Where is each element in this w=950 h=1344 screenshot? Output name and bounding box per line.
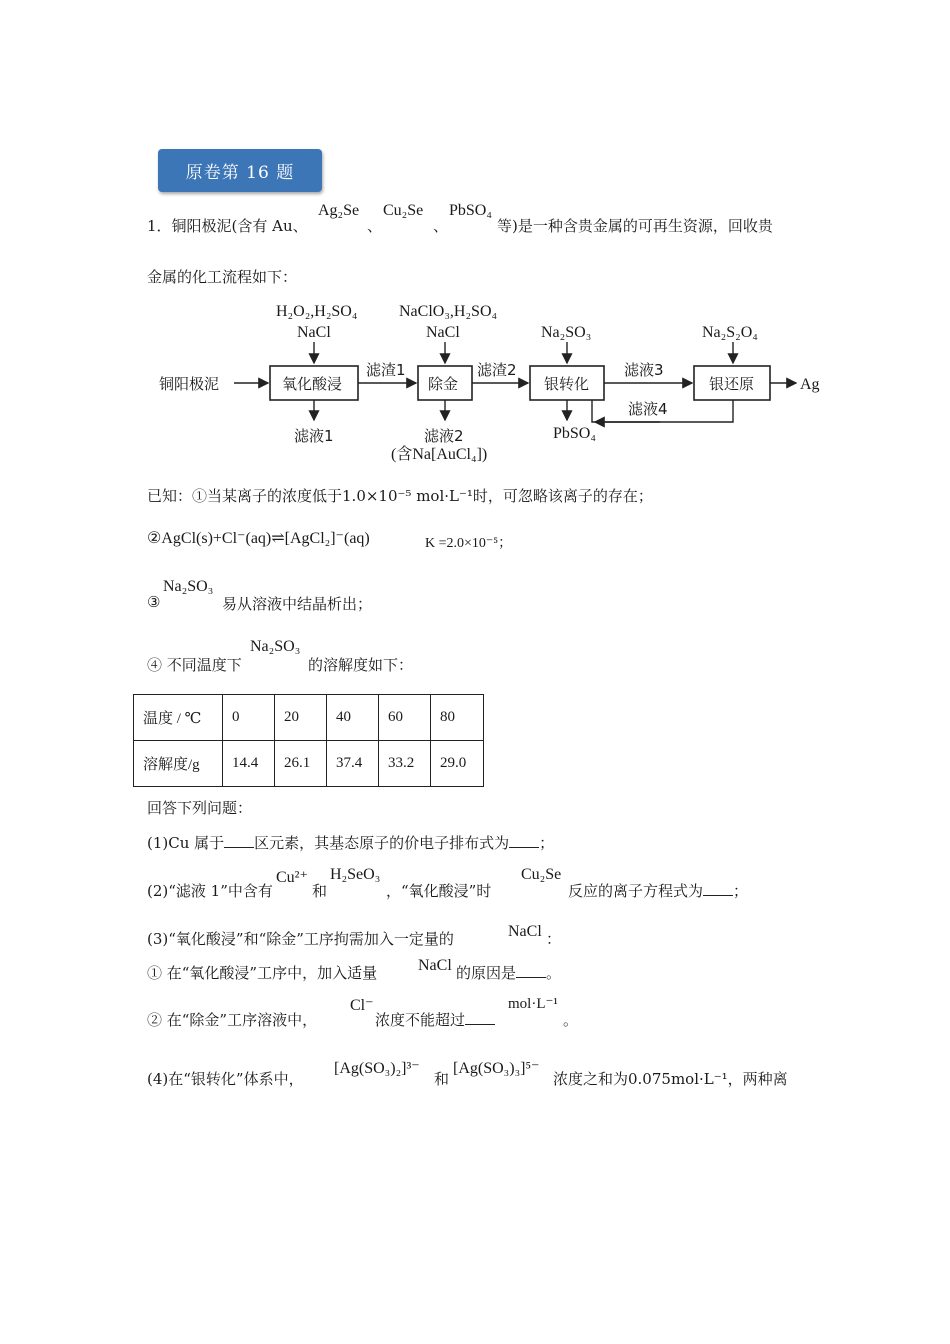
table-cell: 33.2 [379, 741, 431, 787]
q1-text-b: 区元素，其基态原子的价电子排布式为 [254, 834, 510, 852]
reagent4: Na₂S₂O₄ [702, 324, 758, 341]
table-cell: 80 [431, 695, 484, 741]
reagent2-a: NaClO₃,H₂SO₄ [399, 303, 498, 320]
table-row [134, 695, 484, 741]
flow-box-silver-conversion-label: 银转化 [544, 375, 590, 393]
flow-box-gold-removal-label: 除金 [428, 375, 459, 393]
q1-text-c: ； [539, 834, 555, 852]
reagent2-b: NaCl [426, 324, 460, 341]
table-cell: 40 [327, 695, 379, 741]
table-cell: 14.4 [223, 741, 275, 787]
answer-blank[interactable] [224, 833, 254, 848]
filtrate3-label: 滤液3 [624, 361, 664, 379]
residue1-label: 滤渣1 [366, 361, 406, 379]
reagent1-b: NaCl [297, 324, 331, 341]
formula-ag-so3-3: [Ag(SO₃)₃]⁵⁻ [453, 1060, 540, 1077]
formula-h2seo3: H₂SeO₃ [330, 866, 381, 883]
q1-intro-rest: 等)是一种含贵金属的可再生资源，回收贵 [497, 217, 773, 235]
pbso4-output: PbSO₄ [553, 425, 596, 442]
formula-cu2se: Cu₂Se [521, 866, 562, 883]
question-3-2-text-b [375, 1009, 495, 1030]
formula-ag2se: Ag₂Se [318, 202, 360, 219]
known-3-number: ③ [147, 593, 161, 611]
question-4-text-a: (4)在“银转化”体系中， [147, 1070, 304, 1088]
answer-blank[interactable] [465, 1010, 495, 1025]
questions-intro: 回答下列问题： [147, 799, 253, 817]
question-2-text-b: ，“氧化酸浸”时 [386, 882, 492, 900]
filtrate2-label: 滤液2 [424, 427, 464, 445]
question-3-2-period: 。 [563, 1011, 579, 1029]
filtrate4-label: 滤液4 [628, 400, 668, 418]
formula-na2so3: Na₂SO₃ [163, 578, 214, 595]
formula-ag-so3-2: [Ag(SO₃)₂]³⁻ [334, 1060, 420, 1077]
question-2-and: 和 [312, 882, 328, 900]
q2-text-c: 反应的离子方程式为 [568, 882, 704, 900]
q3-1-text-c: 。 [546, 964, 562, 982]
filtrate2-note: (含Na[AuCl₄]) [391, 446, 488, 463]
formula-cl-minus: Cl⁻ [350, 997, 374, 1014]
formula-nacl: NaCl [418, 957, 452, 974]
question-2-text-a: (2)“滤液 1”中含有 [147, 882, 273, 900]
question-3-text-a: (3)“氧化酸浸”和“除金”工序拘需加入一定量的 [147, 930, 454, 948]
flow-start-label: 铜阳极泥 [159, 375, 220, 393]
process-flow-diagram [150, 296, 840, 466]
answer-blank[interactable] [516, 963, 546, 978]
q2-text-d: ； [733, 882, 749, 900]
formula-pbso4: PbSO₄ [449, 202, 492, 219]
question-3-1-text-b [456, 962, 561, 983]
question-4-and: 和 [434, 1070, 450, 1088]
formula-na2so3: Na₂SO₃ [250, 638, 301, 655]
known-3-text: 易从溶液中结晶析出； [222, 595, 373, 613]
table-cell: 溶解度/g [134, 741, 223, 787]
filtrate1-label: 滤液1 [294, 427, 334, 445]
question-source-badge: 原卷第 16 题 [158, 149, 322, 192]
formula-cu2plus: Cu²⁺ [276, 869, 308, 886]
table-cell: 26.1 [275, 741, 327, 787]
unit-mol-per-l: mol·L⁻¹ [508, 996, 558, 1012]
known-1: 已知：①当某离子的浓度低于1.0×10⁻⁵ mol·L⁻¹时，可忽略该离子的存在； [147, 487, 653, 505]
known-2-equation: ②AgCl(s)+Cl⁻(aq)⇌[AgCl₂]⁻(aq) [147, 530, 370, 547]
flow-box-oxidation-label: 氧化酸浸 [282, 375, 343, 393]
answer-blank[interactable] [509, 833, 539, 848]
q3-1-text-b: 的原因是 [456, 964, 517, 982]
question-4-text-b: 浓度之和为0.075mol·L⁻¹，两种离 [553, 1070, 788, 1088]
residue2-label: 滤渣2 [477, 361, 517, 379]
reagent3: Na₂SO₃ [541, 324, 592, 341]
table-cell: 温度 / ℃ [134, 695, 223, 741]
answer-blank[interactable] [703, 881, 733, 896]
q1-line1 [147, 215, 308, 236]
table-cell: 37.4 [327, 741, 379, 787]
table-cell: 29.0 [431, 741, 484, 787]
question-number: 1． [147, 217, 172, 235]
formula-nacl: NaCl [508, 923, 542, 940]
reagent1-a: H₂O₂,H₂SO₄ [276, 303, 358, 320]
question-3-1-text-a: ① 在“氧化酸浸”工序中，加入适量 [147, 964, 378, 982]
table-cell: 60 [379, 695, 431, 741]
separator: 、 [433, 217, 449, 235]
question-2-text-c [568, 880, 748, 901]
separator: 、 [367, 217, 383, 235]
q1-line2: 金属的化工流程如下： [147, 268, 298, 286]
flow-end-label: Ag [800, 376, 820, 393]
known-4-prefix: ④ 不同温度下 [147, 656, 242, 674]
question-1 [147, 832, 554, 853]
flow-box-silver-reduction-label: 银还原 [709, 375, 755, 393]
formula-cu2se: Cu₂Se [383, 202, 424, 219]
question-3-2-text-a: ② 在“除金”工序溶液中， [147, 1011, 318, 1029]
table-row [134, 741, 484, 787]
q1-intro-text: 铜阳极泥(含有 Au、 [171, 217, 308, 235]
solubility-table [133, 694, 484, 787]
known-4-suffix: 的溶解度如下： [308, 656, 414, 674]
question-3-colon: ： [546, 930, 562, 948]
q1-text-a: (1)Cu 属于 [147, 834, 225, 852]
table-cell: 20 [275, 695, 327, 741]
q3-2-text-b: 浓度不能超过 [375, 1011, 466, 1029]
table-cell: 0 [223, 695, 275, 741]
known-2-constant: K =2.0×10⁻⁵； [425, 536, 513, 551]
